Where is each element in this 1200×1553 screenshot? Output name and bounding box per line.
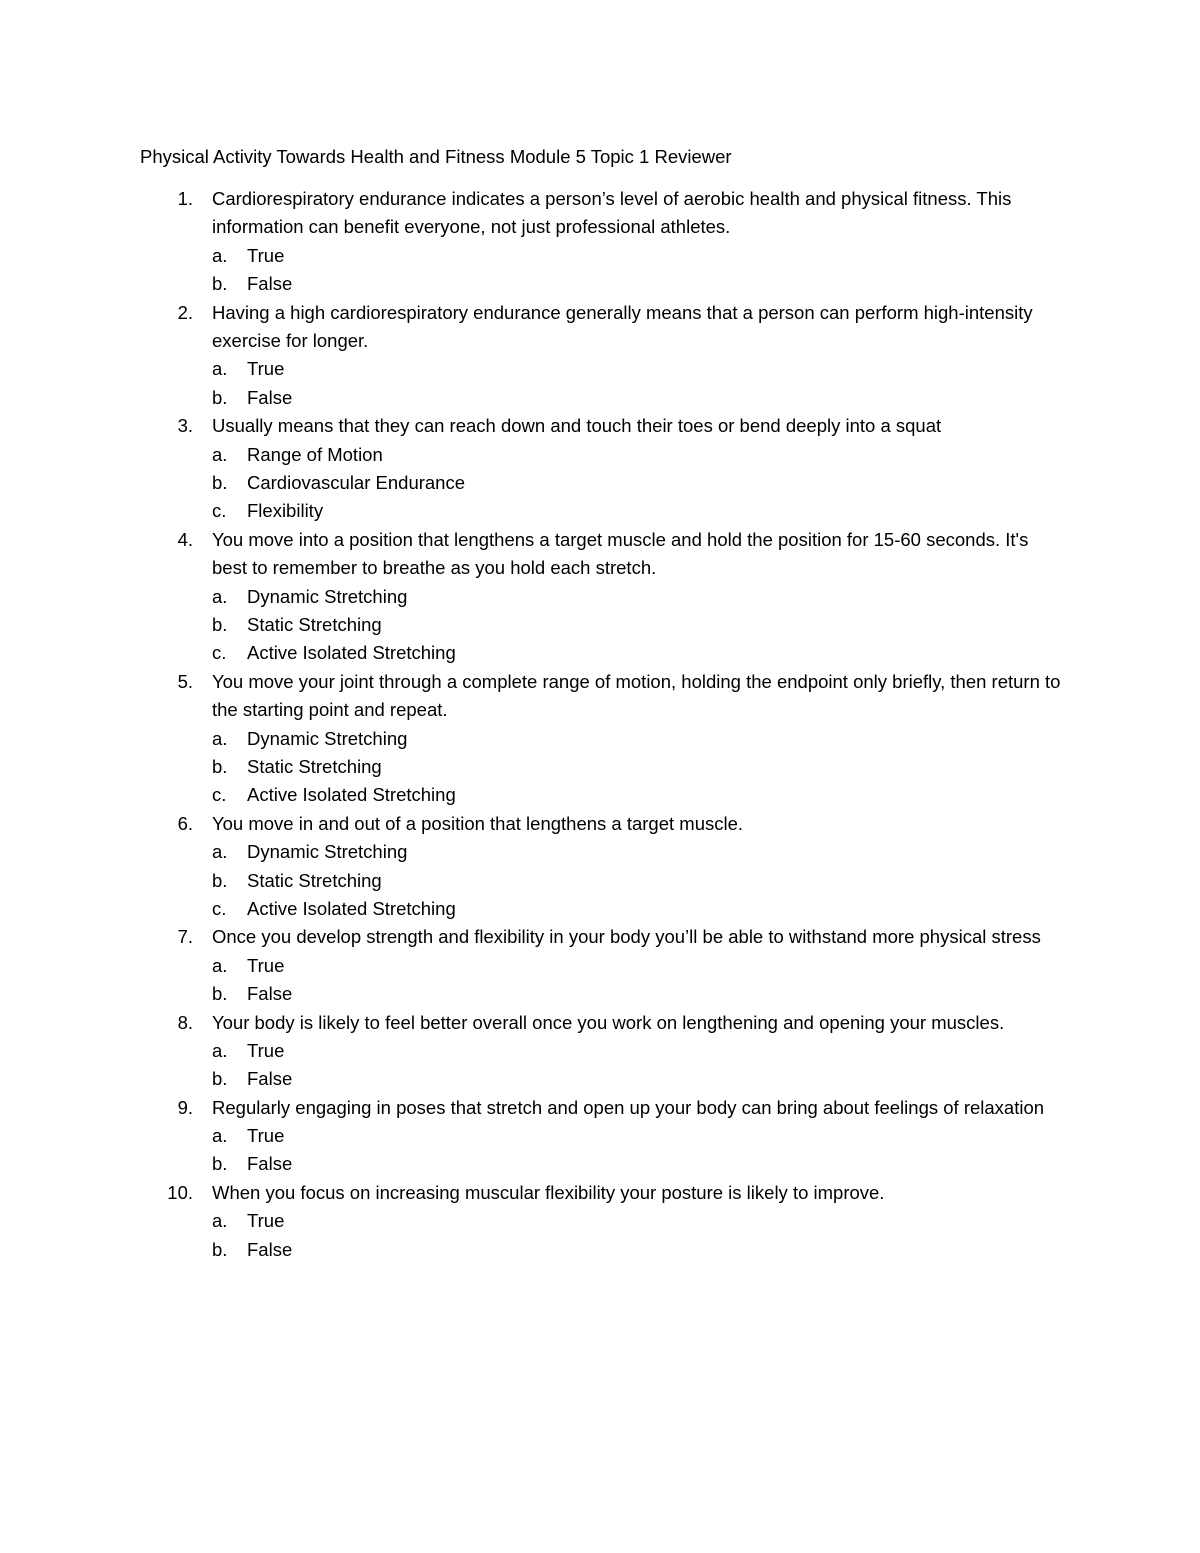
option-letter: b. — [212, 983, 228, 1005]
option-item — [0, 1207, 1200, 1235]
option-letter: a. — [212, 244, 228, 266]
option-item — [0, 639, 1200, 667]
option-letter: b. — [212, 613, 228, 635]
option-text: True — [247, 1210, 285, 1232]
question-item — [0, 526, 1200, 668]
option-item — [0, 1037, 1200, 1065]
option-item — [0, 270, 1200, 298]
question-text: You move your joint through a complete range of motion, holding the endpoint only briefly, then return to the starting point and repeat. — [212, 670, 1061, 721]
option-text: Active Isolated Stretching — [247, 784, 456, 806]
option-item — [0, 441, 1200, 469]
option-item — [0, 1122, 1200, 1150]
question-item — [0, 668, 1200, 810]
option-item — [0, 384, 1200, 412]
option-letter: b. — [212, 273, 228, 295]
option-letter: a. — [212, 727, 228, 749]
option-item — [0, 583, 1200, 611]
option-item — [0, 952, 1200, 980]
question-item — [0, 1009, 1200, 1094]
question-text: Once you develop strength and flexibility in your body you’ll be able to withstand more physical stress — [212, 926, 1041, 948]
option-letter: b. — [212, 1068, 228, 1090]
option-text: True — [247, 244, 285, 266]
question-number: 5. — [177, 670, 193, 692]
option-letter: c. — [212, 784, 227, 806]
option-item — [0, 781, 1200, 809]
question-number: 4. — [177, 528, 193, 550]
question-number: 2. — [177, 301, 193, 323]
option-letter: c. — [212, 500, 227, 522]
option-item — [0, 611, 1200, 639]
question-text: Cardiorespiratory endurance indicates a person’s level of aerobic health and physical fitness. This information can benefit everyone, not just professional athletes. — [212, 188, 1012, 238]
option-text: True — [247, 1125, 285, 1147]
option-letter: b. — [212, 471, 228, 493]
option-text: Dynamic Stretching — [247, 585, 408, 607]
option-letter: c. — [212, 897, 227, 919]
option-letter: a. — [212, 585, 228, 607]
question-list — [0, 185, 1200, 1264]
option-list — [0, 583, 1200, 668]
option-item — [0, 497, 1200, 525]
option-item — [0, 1236, 1200, 1264]
option-text: Static Stretching — [247, 869, 382, 891]
option-item — [0, 1150, 1200, 1178]
question-item — [0, 412, 1200, 526]
option-text: Dynamic Stretching — [247, 727, 408, 749]
question-text: Having a high cardiorespiratory endurance generally means that a person can perform high-intensity exercise for longer. — [212, 301, 1033, 351]
option-letter: b. — [212, 1238, 228, 1260]
question-number: 8. — [177, 1011, 193, 1033]
option-text: False — [247, 1068, 293, 1090]
option-item — [0, 980, 1200, 1008]
option-item — [0, 355, 1200, 383]
option-list — [0, 725, 1200, 810]
option-text: Flexibility — [247, 500, 324, 522]
question-number: 7. — [177, 926, 193, 948]
option-letter: a. — [212, 443, 228, 465]
option-text: Cardiovascular Endurance — [247, 471, 466, 493]
question-item — [0, 1094, 1200, 1179]
question-number: 3. — [177, 415, 193, 437]
question-item — [0, 185, 1200, 299]
option-text: Active Isolated Stretching — [247, 642, 456, 664]
option-letter: a. — [212, 954, 228, 976]
option-text: Static Stretching — [247, 755, 382, 777]
option-letter: a. — [212, 1125, 228, 1147]
option-text: False — [247, 1238, 293, 1260]
option-item — [0, 867, 1200, 895]
option-list — [0, 952, 1200, 1009]
option-list — [0, 1122, 1200, 1179]
option-list — [0, 355, 1200, 412]
option-text: True — [247, 954, 285, 976]
question-text: Your body is likely to feel better overall once you work on lengthening and opening your muscles. — [212, 1011, 1005, 1033]
option-text: False — [247, 386, 293, 408]
option-letter: a. — [212, 841, 228, 863]
option-item — [0, 1065, 1200, 1093]
option-list — [0, 441, 1200, 526]
option-letter: a. — [212, 358, 228, 380]
option-text: False — [247, 983, 293, 1005]
option-letter: b. — [212, 1153, 228, 1175]
option-item — [0, 838, 1200, 866]
option-letter: b. — [212, 386, 228, 408]
option-list — [0, 1037, 1200, 1094]
question-item — [0, 810, 1200, 924]
question-item — [0, 923, 1200, 1008]
option-item — [0, 242, 1200, 270]
option-item — [0, 469, 1200, 497]
question-item — [0, 299, 1200, 413]
option-letter: b. — [212, 869, 228, 891]
question-text: You move into a position that lengthens a target muscle and hold the position for 15-60 seconds. It's best to remember to breathe as you hold each stretch. — [212, 528, 1029, 579]
question-text: You move in and out of a position that lengthens a target muscle. — [212, 812, 744, 834]
document-title: Physical Activity Towards Health and Fitness Module 5 Topic 1 Reviewer — [140, 146, 732, 167]
option-text: True — [247, 358, 285, 380]
question-item — [0, 1179, 1200, 1264]
question-text: Usually means that they can reach down and touch their toes or bend deeply into a squat — [212, 415, 942, 437]
question-number: 6. — [177, 812, 193, 834]
question-text: Regularly engaging in poses that stretch and open up your body can bring about feelings of relaxation — [212, 1096, 1045, 1118]
option-list — [0, 1207, 1200, 1264]
option-item — [0, 725, 1200, 753]
option-text: Dynamic Stretching — [247, 841, 408, 863]
option-letter: b. — [212, 755, 228, 777]
question-number: 9. — [177, 1096, 193, 1118]
option-text: True — [247, 1039, 285, 1061]
option-list — [0, 838, 1200, 923]
option-text: False — [247, 1153, 293, 1175]
option-item — [0, 895, 1200, 923]
option-text: Static Stretching — [247, 613, 382, 635]
option-letter: a. — [212, 1210, 228, 1232]
option-text: False — [247, 273, 293, 295]
option-item — [0, 753, 1200, 781]
question-number: 1. — [177, 188, 193, 209]
option-list — [0, 242, 1200, 299]
option-text: Active Isolated Stretching — [247, 897, 456, 919]
option-letter: c. — [212, 642, 227, 664]
question-number: 10. — [167, 1181, 193, 1203]
question-text: When you focus on increasing muscular flexibility your posture is likely to improve. — [212, 1181, 885, 1203]
option-letter: a. — [212, 1039, 228, 1061]
option-text: Range of Motion — [247, 443, 383, 465]
